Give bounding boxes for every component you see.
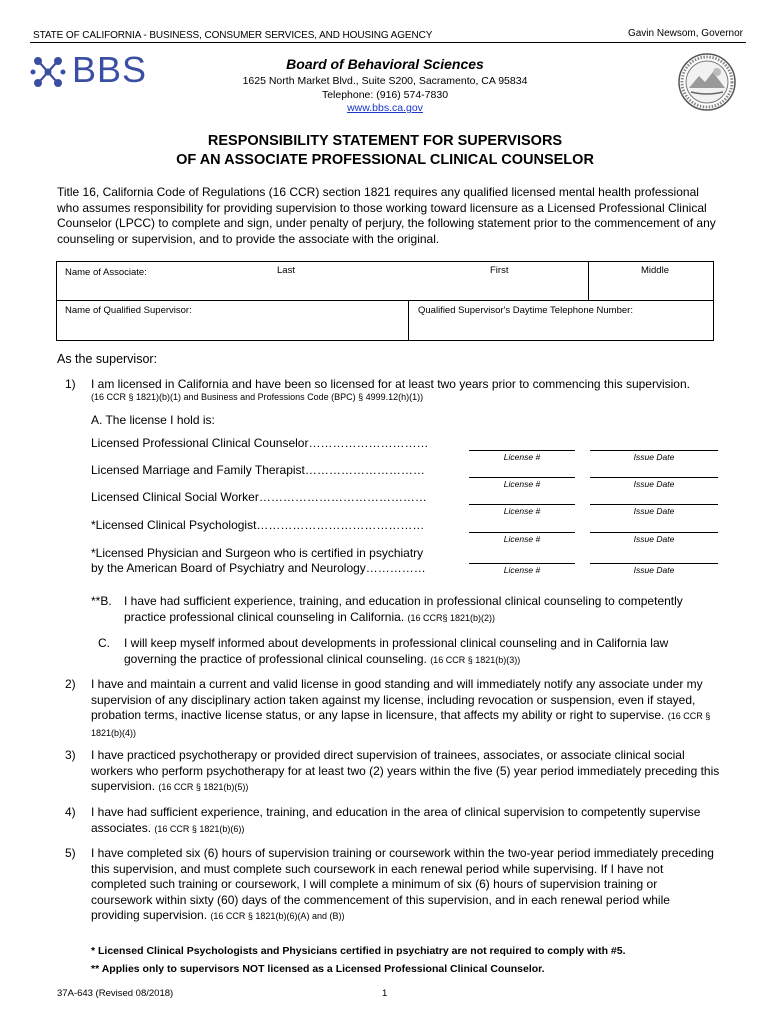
intro-paragraph: Title 16, California Code of Regulations (16 CCR) section 1821 requires any qualified licensed mental health professional who assumes responsibility for providing supervision to those working toward licensure as a Licensed Professional Clinical Counselor (LPCC) to complete and sign, under penalty of perjury, the following statement prior to the commencement of any counseling or supervision, and to provide the associate with the original. [57,185,716,246]
table-column-divider [408,300,409,341]
supervisor-phone-label: Qualified Supervisor's Daytime Telephone Number: [418,305,633,316]
license-type-lcsw: Licensed Clinical Social Worker…………………………………… [91,490,427,504]
board-website-link[interactable]: www.bbs.ca.gov [347,102,423,114]
license-number-caption: License # [503,534,541,544]
license-number-field[interactable] [469,504,575,505]
associate-name-label: Name of Associate: [65,267,147,278]
item-4-number: 4) [65,805,76,819]
license-type-psychologist: *Licensed Clinical Psychologist…………………………………… [91,518,425,532]
license-number-field[interactable] [469,477,575,478]
item-2-number: 2) [65,677,76,691]
license-type-physician-line-1: *Licensed Physician and Surgeon who is certified in psychiatry [91,546,424,560]
table-column-divider [588,262,589,300]
supervisor-name-input[interactable] [61,318,405,340]
license-number-caption: License # [503,452,541,462]
license-held-label: A. The license I hold is: [91,413,215,427]
form-title-line-2: OF AN ASSOCIATE PROFESSIONAL CLINICAL COUNSELOR [176,152,594,168]
associate-middle-input[interactable] [591,274,713,298]
issue-date-field[interactable] [590,477,718,478]
item-3-body: I have practiced psychotherapy or provided direct supervision of trainees, associates, or associate clinical social workers who perform psychotherapy for at least two (2) years within the five (5) year period immediately preceding this supervision. [91,748,720,793]
item-3-text [91,748,721,796]
governor-name: Gavin Newsom, Governor [627,28,743,39]
license-number-caption: License # [503,565,541,575]
board-telephone: Telephone: (916) 574-7830 [321,89,449,101]
item-1-number: 1) [65,377,76,391]
form-id: 37A-643 (Revised 08/2018) [57,988,174,999]
item-1c-text [124,636,714,668]
agency-header: STATE OF CALIFORNIA - BUSINESS, CONSUMER SERVICES, AND HOUSING AGENCY [33,30,433,41]
state-seal-icon [677,52,737,112]
item-5-body: I have completed six (6) hours of supervision training or coursework within the two-year period immediately preceding this supervision, and must complete such coursework in each renewal period while supervising. If I have not completed such training or coursework, I will complete a minimum of six (6) hours of supervision training or coursework within sixty (60) days of the commencement of this supervision, and in each renewal period while providing supervision. [91,846,714,922]
item-1c-citation: (16 CCR § 1821(b)(3)) [430,654,521,665]
issue-date-caption: Issue Date [633,506,675,516]
supervisor-phone-input[interactable] [413,318,711,340]
item-1-citation: (16 CCR § 1821)(b)(1) and Business and Professions Code (BPC) § 4999.12(h)(1)) [91,392,424,402]
header-divider [30,42,746,43]
item-1c-body: I will keep myself informed about developments in professional clinical counseling and in California law governing the practice of professional clinical counseling. [124,636,669,666]
license-type-physician-line-2: by the American Board of Psychiatry and Neurology…………… [91,561,426,575]
form-title-line-1: RESPONSIBILITY STATEMENT FOR SUPERVISORS [207,133,563,149]
license-number-field[interactable] [469,563,575,564]
license-number-caption: License # [503,479,541,489]
footnote-lpcc: ** Applies only to supervisors NOT licensed as a Licensed Professional Clinical Counselor. [91,963,545,975]
middle-name-caption: Middle [641,265,669,276]
item-2-citation: (16 CCR § 1821(b)(4)) [91,711,711,738]
issue-date-field[interactable] [590,450,718,451]
item-1b-citation: (16 CCR§ 1821(b)(2)) [407,612,496,623]
table-row-divider [57,300,713,301]
supervisor-name-label: Name of Qualified Supervisor: [65,305,192,316]
item-1b-label: **B. [91,594,112,608]
issue-date-caption: Issue Date [633,565,675,575]
associate-name-input[interactable] [157,274,585,298]
board-name: Board of Behavioral Sciences [286,56,484,72]
as-supervisor-heading: As the supervisor: [57,352,158,366]
first-name-caption: First [490,265,509,276]
issue-date-field[interactable] [590,563,718,564]
license-number-caption: License # [503,506,541,516]
issue-date-caption: Issue Date [633,534,675,544]
item-3-number: 3) [65,748,76,762]
item-4-text [91,805,721,837]
item-5-text [91,846,721,925]
license-number-field[interactable] [469,532,575,533]
last-name-caption: Last [277,265,295,276]
item-5-citation: (16 CCR § 1821(b)(6)(A) and (B)) [210,911,345,921]
item-4-body: I have had sufficient experience, training, and education in the area of clinical supervision to competently supervise associates. [91,805,701,835]
license-number-field[interactable] [469,450,575,451]
logo-text: BBS [72,49,148,90]
item-3-citation: (16 CCR § 1821(b)(5)) [158,782,249,792]
item-1b-body: I have had sufficient experience, training, and education in professional clinical counseling to competently practice professional clinical counseling in California. [124,594,683,624]
item-5-number: 5) [65,846,76,860]
item-1c-label: C. [98,636,110,650]
license-type-lmft: Licensed Marriage and Family Therapist………………………… [91,463,425,477]
item-4-citation: (16 CCR § 1821(b)(6)) [154,823,245,834]
item-2-text [91,677,721,741]
issue-date-field[interactable] [590,504,718,505]
issue-date-caption: Issue Date [633,452,675,462]
license-type-lpcc: Licensed Professional Clinical Counselor………………………… [91,436,429,450]
issue-date-caption: Issue Date [633,479,675,489]
page-number: 1 [382,988,388,999]
board-address: 1625 North Market Blvd., Suite S200, Sacramento, CA 95834 [242,75,528,87]
item-1b-text [124,594,714,626]
item-1-text: I am licensed in California and have been so licensed for at least two years prior to commencing this supervision. [91,377,690,391]
item-2-body: I have and maintain a current and valid license in good standing and will immediately notify any associate under my supervision of any disciplinary action taken against my license, including revocation or suspension, even if stayed, probation terms, inactive license status, or any lapse in licensure, that affects my ability or right to supervise. [91,677,703,722]
issue-date-field[interactable] [590,532,718,533]
name-table [56,261,714,341]
footnote-psychologists: * Licensed Clinical Psychologists and Physicians certified in psychiatry are not required to comply with #5. [91,945,626,957]
